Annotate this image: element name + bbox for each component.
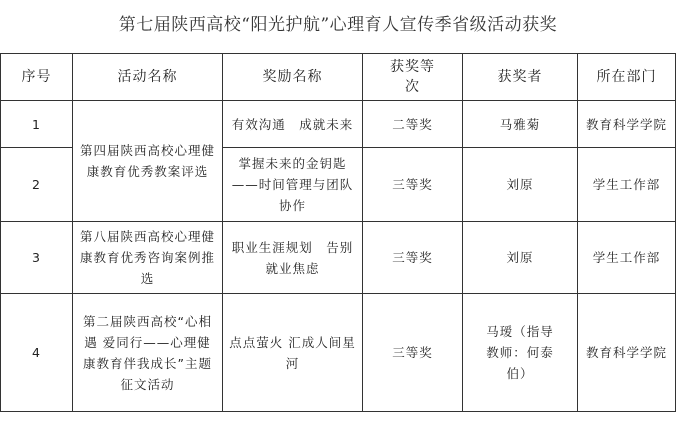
cell-seq: 3 (1, 222, 73, 294)
cell-level: 三等奖 (363, 148, 463, 222)
cell-dept: 学生工作部 (578, 222, 676, 294)
header-seq: 序号 (1, 54, 73, 101)
cell-activity: 第二届陕西高校“心相遇 爱同行——心理健康教育伴我成长”主题征文活动 (73, 294, 223, 412)
table-row (1, 101, 676, 148)
cell-activity: 第四届陕西高校心理健康教育优秀教案评选 (73, 101, 223, 222)
header-level-text: 获奖等次 (390, 59, 435, 95)
cell-level: 二等奖 (363, 101, 463, 148)
cell-dept: 学生工作部 (578, 148, 676, 222)
cell-winner: 马雅菊 (463, 101, 578, 148)
header-level (363, 54, 463, 101)
page-title: 第七届陕西高校“阳光护航”心理育人宣传季省级活动获奖 (118, 15, 558, 35)
header-dept: 所在部门 (578, 54, 676, 101)
header-award-name: 奖励名称 (223, 54, 363, 101)
cell-dept: 教育科学学院 (578, 294, 676, 412)
table-header-row (1, 54, 676, 101)
cell-level: 三等奖 (363, 222, 463, 294)
cell-winner: 刘原 (463, 222, 578, 294)
table-row (1, 222, 676, 294)
cell-activity: 第八届陕西高校心理健康教育优秀咨询案例推选 (73, 222, 223, 294)
cell-level: 三等奖 (363, 294, 463, 412)
cell-dept: 教育科学学院 (578, 101, 676, 148)
cell-award-name: 有效沟通 成就未来 (223, 101, 363, 148)
table-row (1, 294, 676, 412)
cell-seq: 4 (1, 294, 73, 412)
header-winner: 获奖者 (463, 54, 578, 101)
cell-winner: 刘原 (463, 148, 578, 222)
cell-winner: 马瑷（指导教师：何泰伯） (463, 294, 578, 412)
header-activity: 活动名称 (73, 54, 223, 101)
cell-award-name: 点点萤火 汇成人间星河 (223, 294, 363, 412)
awards-table (0, 53, 676, 412)
cell-award-name: 掌握未来的金钥匙——时间管理与团队协作 (223, 148, 363, 222)
cell-award-name: 职业生涯规划 告别就业焦虑 (223, 222, 363, 294)
cell-seq: 1 (1, 101, 73, 148)
cell-seq: 2 (1, 148, 73, 222)
